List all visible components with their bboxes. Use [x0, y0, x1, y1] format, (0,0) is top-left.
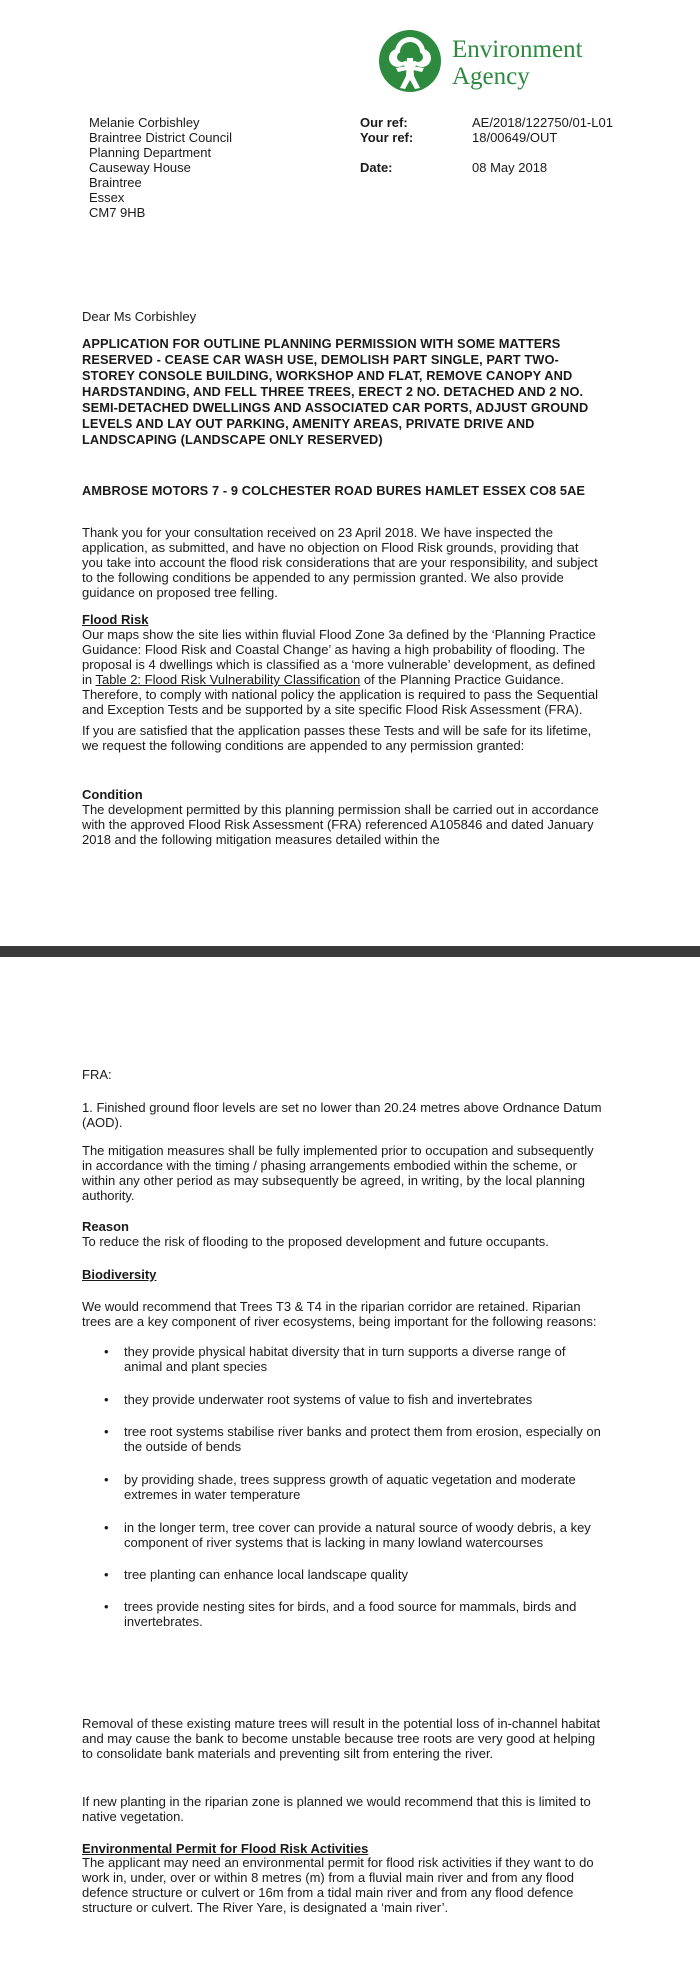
address-line: Braintree District Council	[89, 130, 233, 145]
letter-page-1	[0, 0, 700, 946]
condition-item-1: 1. Finished ground floor levels are set no lower than 20.24 metres above Ordnance Datum (AOD).	[82, 1100, 602, 1130]
tests-paragraph: If you are satisfied that the application passes these Tests and will be safe for its lifetime, we request the following conditions are appended to any permission granted:	[82, 723, 592, 753]
list-item: • they provide physical habitat diversity that in turn supports a diverse range of animal and plant species	[82, 1344, 602, 1374]
condition-heading: Condition	[82, 787, 143, 802]
environment-agency-logo	[376, 28, 626, 96]
reason-heading: Reason	[82, 1219, 129, 1234]
list-item: • trees provide nesting sites for birds, and a food source for mammals, birds and invertebrates.	[82, 1599, 602, 1629]
salutation: Dear Ms Corbishley	[82, 309, 197, 324]
recipient-name: Melanie Corbishley	[89, 115, 200, 130]
your-ref-label: Your ref:	[360, 130, 414, 145]
address-line: Braintree	[89, 175, 142, 190]
list-item: • they provide underwater root systems of value to fish and invertebrates	[82, 1392, 602, 1407]
date-label: Date:	[360, 160, 393, 175]
address-line: Planning Department	[89, 145, 212, 160]
tree-person-icon	[376, 28, 444, 94]
letter-page-2	[0, 957, 700, 1965]
condition-text: The development permitted by this planning permission shall be carried out in accordance with the approved Flood Risk Assessment (FRA) referenced A105846 and dated January 2018 and the following mitigation measures detailed within the	[82, 802, 599, 847]
list-item: • tree root systems stabilise river banks and protect them from erosion, especially on the outside of bends	[82, 1424, 602, 1454]
biodiversity-heading: Biodiversity	[82, 1267, 157, 1282]
our-ref-value: AE/2018/122750/01-L01	[472, 115, 613, 130]
permit-text: The applicant may need an environmental permit for flood risk activities if they want to do work in, under, over or within 8 metres (m) from a fluvial main river and from any flood defence structure or culvert or 16m from a tidal main river and from any flood defence structure or culvert. The River Yare, is designated a ‘main river’.	[82, 1855, 594, 1915]
list-item: • in the longer term, tree cover can provide a natural source of woody debris, a key component of river systems that is lacking in many lowland watercourses	[82, 1520, 602, 1550]
list-item: • tree planting can enhance local landscape quality	[82, 1567, 602, 1582]
flood-risk-paragraph	[82, 627, 602, 717]
new-planting-paragraph: If new planting in the riparian zone is planned we would recommend that this is limited to native vegetation.	[82, 1794, 591, 1824]
address-line: CM7 9HB	[89, 205, 146, 220]
logo-wordmark	[452, 36, 583, 90]
permit-heading: Environmental Permit for Flood Risk Activities	[82, 1841, 369, 1856]
address-line: Causeway House	[89, 160, 191, 175]
address-line: Essex	[89, 190, 125, 205]
mitigation-paragraph: The mitigation measures shall be fully implemented prior to occupation and subsequently in accordance with the timing / phasing arrangements embodied within the scheme, or within any other period as may subsequently be agreed, in writing, by the local planning authority.	[82, 1143, 594, 1203]
logo-line-2: Agency	[452, 63, 530, 90]
date-value: 08 May 2018	[472, 160, 548, 175]
vulnerability-table-link[interactable]: Table 2: Flood Risk Vulnerability Classification	[95, 672, 361, 687]
intro-paragraph: Thank you for your consultation received on 23 April 2018. We have inspected the application, as submitted, and have no objection on Flood Risk grounds, providing that you take into account the flood risk considerations that are your responsibility, and subject to the following conditions be appended to any permission granted. We also provide guidance on proposed tree felling.	[82, 525, 598, 600]
logo-line-1: Environment	[452, 36, 583, 63]
condition-text-continued: FRA:	[82, 1067, 112, 1082]
reference-block	[360, 115, 613, 175]
flood-risk-text: Our maps show the site lies within fluvial Flood Zone 3a defined by the ‘Planning Practice Guidance: Flood Risk and Coastal Change’ as having a high probability of flooding. The proposal is 4 dwellings which is classified as a ‘more vulnerable’ development, as defined in	[82, 627, 596, 687]
recipient-address	[89, 115, 232, 220]
our-ref-label: Our ref:	[360, 115, 408, 130]
reason-text: To reduce the risk of flooding to the proposed development and future occupants.	[82, 1234, 549, 1249]
your-ref-value: 18/00649/OUT	[472, 130, 558, 145]
tree-removal-paragraph: Removal of these existing mature trees will result in the potential loss of in-channel habitat and may cause the bank to become unstable because tree roots are very good at helping to consolidate bank materials and preventing silt from entering the river.	[82, 1716, 601, 1761]
riparian-reasons-list	[82, 1344, 602, 1629]
site-address: AMBROSE MOTORS 7 - 9 COLCHESTER ROAD BURES HAMLET ESSEX CO8 5AE	[82, 483, 586, 498]
biodiversity-intro: We would recommend that Trees T3 & T4 in the riparian corridor are retained. Riparian trees are a key component of river ecosystems, being important for the following reasons:	[82, 1299, 597, 1329]
flood-risk-text-continued: of the Planning Practice Guidance. Therefore, to comply with national policy the application is required to pass the Sequential and Exception Tests and be supported by a site specific Flood Risk Assessment (FRA).	[82, 672, 598, 717]
application-title: APPLICATION FOR OUTLINE PLANNING PERMISSION WITH SOME MATTERS RESERVED - CEASE CAR WASH USE, DEMOLISH PART SINGLE, PART TWO-STOREY CONSOLE BUILDING, WORKSHOP AND FLAT, REMOVE CANOPY AND HARDSTANDING, AND FELL THREE TREES, ERECT 2 NO. DETACHED AND 2 NO. SEMI-DETACHED DWELLINGS AND ASSOCIATED CAR PORTS, ADJUST GROUND LEVELS AND LAY OUT PARKING, AMENITY AREAS, PRIVATE DRIVE AND LANDSCAPING (LANDSCAPE ONLY RESERVED)	[82, 336, 589, 447]
flood-risk-heading: Flood Risk	[82, 612, 149, 627]
list-item: • by providing shade, trees suppress growth of aquatic vegetation and moderate extremes in water temperature	[82, 1472, 602, 1502]
